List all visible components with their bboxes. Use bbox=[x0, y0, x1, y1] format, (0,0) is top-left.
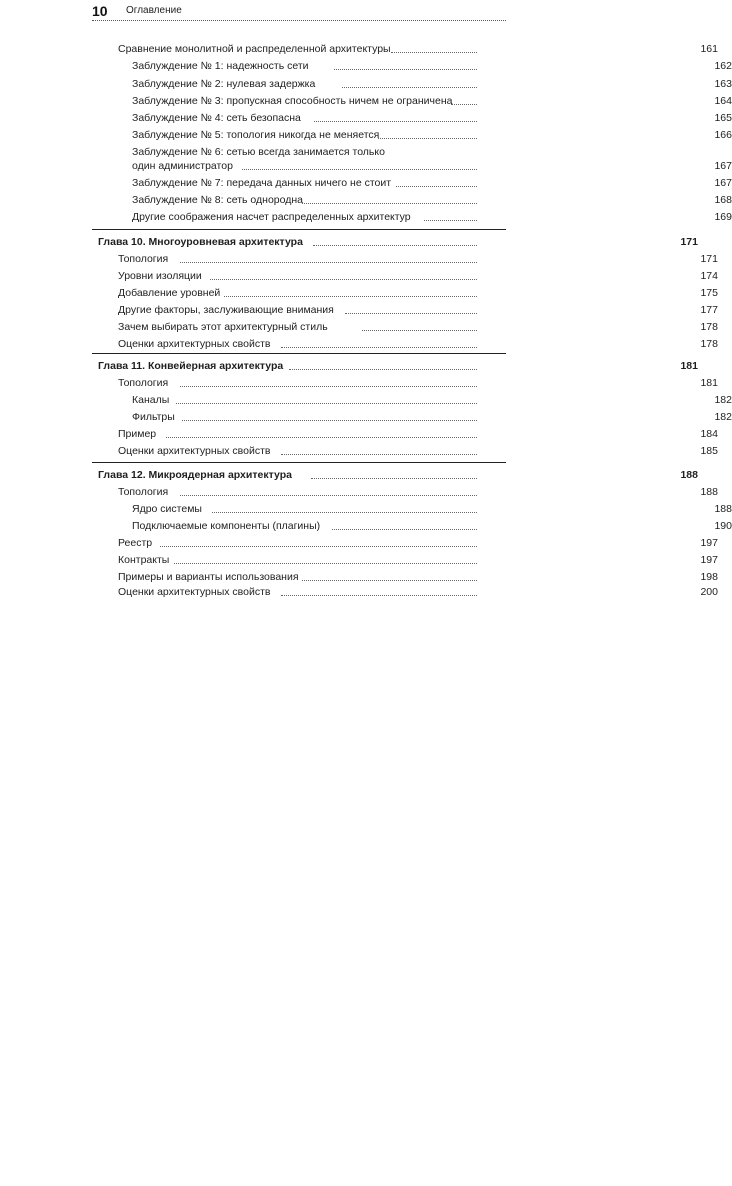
toc-entry bbox=[132, 520, 732, 533]
dot-leader bbox=[424, 220, 477, 221]
toc-entry-page: 197 bbox=[700, 554, 718, 566]
chapter-page: 188 bbox=[680, 469, 698, 481]
toc-entry-title: Ядро системы bbox=[132, 503, 202, 515]
toc-entry-page: 198 bbox=[700, 571, 718, 583]
toc-entry-title: Заблуждение № 3: пропускная способность ничем не ограничена bbox=[132, 95, 453, 107]
dot-leader bbox=[302, 203, 477, 204]
toc-entry-page: 161 bbox=[700, 43, 718, 55]
toc-entry bbox=[118, 537, 718, 550]
toc-entry bbox=[118, 270, 718, 283]
toc-entry-title: Оценки архитектурных свойств bbox=[118, 338, 271, 350]
toc-entry bbox=[118, 486, 718, 499]
toc-entry bbox=[118, 304, 718, 317]
dot-leader bbox=[180, 386, 477, 387]
toc-entry bbox=[132, 194, 732, 207]
toc-entry-page: 188 bbox=[714, 503, 732, 515]
toc-entry-page: 177 bbox=[700, 304, 718, 316]
running-head: Оглавление bbox=[126, 5, 182, 16]
dot-leader bbox=[210, 279, 477, 280]
dot-leader bbox=[332, 529, 477, 530]
toc-entry-title: Оценки архитектурных свойств bbox=[118, 445, 271, 457]
dot-leader bbox=[314, 121, 477, 122]
toc-entry-title: Добавление уровней bbox=[118, 287, 221, 299]
toc-entry-title: Оценки архитектурных свойств bbox=[118, 586, 271, 598]
dot-leader bbox=[302, 580, 477, 581]
toc-entry bbox=[132, 177, 732, 190]
chapter-title: Глава 10. Многоуровневая архитектура bbox=[98, 236, 303, 248]
toc-entry bbox=[118, 428, 718, 441]
toc-entry-title: Другие соображения насчет распределенных архитектур bbox=[132, 211, 411, 223]
toc-entry bbox=[132, 394, 732, 407]
chapter-heading bbox=[98, 236, 698, 249]
toc-entry-title: Топология bbox=[118, 253, 169, 265]
dot-leader bbox=[378, 138, 477, 139]
toc-entry bbox=[118, 445, 718, 458]
page-number: 10 bbox=[92, 3, 108, 19]
toc-entry bbox=[132, 112, 732, 125]
toc-entry-title: Заблуждение № 1: надежность сети bbox=[132, 60, 309, 72]
toc-entry-page: 200 bbox=[700, 586, 718, 598]
dot-leader bbox=[289, 369, 477, 370]
toc-entry-page: 167 bbox=[714, 177, 732, 189]
toc-entry-title: Уровни изоляции bbox=[118, 270, 202, 282]
toc-entry-title: Топология bbox=[118, 377, 169, 389]
toc-entry-title: Заблуждение № 4: сеть безопасна bbox=[132, 112, 301, 124]
toc-entry-title: Сравнение монолитной и распределенной архитектуры bbox=[118, 43, 391, 55]
dot-leader bbox=[396, 186, 477, 187]
toc-entry-page: 181 bbox=[700, 377, 718, 389]
toc-entry bbox=[118, 554, 718, 567]
chapter-heading bbox=[98, 360, 698, 373]
toc-entry bbox=[118, 586, 718, 599]
toc-entry-page: 188 bbox=[700, 486, 718, 498]
toc-entry-page: 163 bbox=[714, 78, 732, 90]
toc-entry-title: Заблуждение № 8: сеть однородна bbox=[132, 194, 304, 206]
toc-entry-page: 166 bbox=[714, 129, 732, 141]
dot-leader bbox=[281, 454, 477, 455]
toc-entry-title: Каналы bbox=[132, 394, 170, 406]
toc-entry-title: Заблуждение № 2: нулевая задержка bbox=[132, 78, 316, 90]
toc-entry-title: Подключаемые компоненты (плагины) bbox=[132, 520, 321, 532]
dot-leader bbox=[311, 478, 477, 479]
chapter-heading bbox=[98, 469, 698, 482]
toc-entry-title: Пример bbox=[118, 428, 157, 440]
dot-leader bbox=[313, 245, 477, 246]
toc-entry-page: 167 bbox=[714, 160, 732, 172]
toc-entry-title: Заблуждение № 5: топология никогда не меняется bbox=[132, 129, 380, 141]
toc-entry-title-line2: один администратор bbox=[132, 160, 233, 172]
toc-entry-page: 178 bbox=[700, 321, 718, 333]
toc-entry bbox=[132, 503, 732, 516]
toc-entry-title: Контракты bbox=[118, 554, 170, 566]
dot-leader bbox=[342, 87, 477, 88]
toc-entry-page: 190 bbox=[714, 520, 732, 532]
chapter-title: Глава 12. Микроядерная архитектура bbox=[98, 469, 292, 481]
toc-entry bbox=[132, 95, 732, 108]
toc-entry-title: Реестр bbox=[118, 537, 153, 549]
dot-leader bbox=[334, 69, 477, 70]
toc-entry-title: Примеры и варианты использования bbox=[118, 571, 299, 583]
toc-entry-page: 184 bbox=[700, 428, 718, 440]
dot-leader bbox=[242, 169, 477, 170]
toc-entry bbox=[132, 146, 496, 159]
toc-entry-page: 175 bbox=[700, 287, 718, 299]
dot-leader bbox=[345, 313, 477, 314]
dot-leader bbox=[180, 262, 477, 263]
toc-entry-title: Топология bbox=[118, 486, 169, 498]
toc-entry-title: Зачем выбирать этот архитектурный стиль bbox=[118, 321, 328, 333]
dot-leader bbox=[224, 296, 477, 297]
toc-entry-page: 185 bbox=[700, 445, 718, 457]
toc-entry bbox=[118, 253, 718, 266]
toc-entry-title: Фильтры bbox=[132, 411, 175, 423]
toc-entry bbox=[132, 78, 732, 91]
dot-leader bbox=[180, 495, 477, 496]
toc-entry bbox=[132, 411, 732, 424]
toc-entry-title: Другие факторы, заслуживающие внимания bbox=[118, 304, 334, 316]
chapter-divider bbox=[92, 462, 506, 463]
dot-leader bbox=[281, 347, 477, 348]
toc-entry-page: 169 bbox=[714, 211, 732, 223]
toc-entry-title: Заблуждение № 6: сетью всегда занимается только bbox=[132, 146, 385, 158]
dot-leader bbox=[176, 403, 477, 404]
toc-entry-page: 182 bbox=[714, 411, 732, 423]
toc-entry bbox=[118, 287, 718, 300]
chapter-divider bbox=[92, 353, 506, 354]
toc-entry-page: 178 bbox=[700, 338, 718, 350]
toc-entry-title: Заблуждение № 7: передача данных ничего не стоит bbox=[132, 177, 392, 189]
toc-entry bbox=[118, 571, 718, 584]
dot-leader bbox=[362, 330, 477, 331]
dot-leader bbox=[160, 546, 477, 547]
toc-entry-continuation bbox=[132, 160, 732, 173]
toc-entry bbox=[118, 321, 718, 334]
toc-entry-page: 168 bbox=[714, 194, 732, 206]
dot-leader bbox=[391, 52, 477, 53]
toc-entry bbox=[118, 377, 718, 390]
toc-entry bbox=[132, 211, 732, 224]
dot-leader bbox=[166, 437, 477, 438]
toc-entry bbox=[118, 43, 718, 56]
toc-entry-page: 164 bbox=[714, 95, 732, 107]
dot-leader bbox=[281, 595, 477, 596]
toc-entry-page: 174 bbox=[700, 270, 718, 282]
toc-entry-page: 182 bbox=[714, 394, 732, 406]
toc-entry-page: 165 bbox=[714, 112, 732, 124]
chapter-divider bbox=[92, 229, 506, 230]
dot-leader bbox=[212, 512, 477, 513]
toc-entry bbox=[132, 129, 732, 142]
toc-entry bbox=[118, 338, 718, 351]
dot-leader bbox=[182, 420, 477, 421]
toc-entry-page: 171 bbox=[700, 253, 718, 265]
chapter-title: Глава 11. Конвейерная архитектура bbox=[98, 360, 284, 372]
chapter-page: 181 bbox=[680, 360, 698, 372]
chapter-page: 171 bbox=[680, 236, 698, 248]
toc-entry-page: 197 bbox=[700, 537, 718, 549]
toc-entry-page: 162 bbox=[714, 60, 732, 72]
dot-leader bbox=[451, 104, 477, 105]
dot-leader bbox=[174, 563, 477, 564]
toc-entry bbox=[132, 60, 732, 73]
